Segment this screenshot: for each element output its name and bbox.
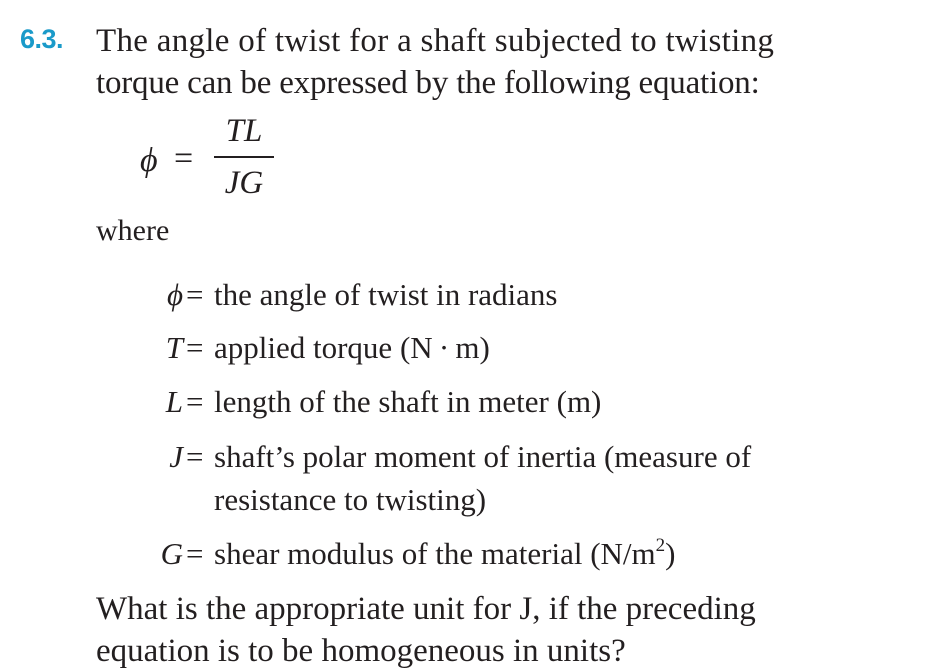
question-line: equation is to be homogeneous in units? xyxy=(96,633,626,669)
definition-equals: = xyxy=(186,384,204,419)
problem-statement xyxy=(96,20,774,104)
question-line: What is the appropriate unit for J, if the preceding xyxy=(96,591,756,627)
definition-equals: = xyxy=(186,439,204,474)
angle-of-twist-equation xyxy=(140,112,340,212)
definition-text-continued: resistance to twisting) xyxy=(214,482,487,517)
definition-text-tail: ) xyxy=(665,536,676,571)
definition-symbol: J xyxy=(169,439,183,474)
definition-equals: = xyxy=(186,277,204,312)
definition-equals: = xyxy=(186,536,204,571)
definition-text-main: shear modulus of the material (N/m xyxy=(214,536,656,571)
definition-text: the angle of twist in radians xyxy=(214,277,558,312)
definition-text: length of the shaft in meter (m) xyxy=(214,384,602,419)
fraction-denominator: JG xyxy=(224,164,264,201)
statement-line: torque can be expressed by the following equation: xyxy=(96,65,760,101)
definition-symbol: T xyxy=(165,330,183,365)
equation-equals-sign: = xyxy=(174,140,194,177)
definition-text xyxy=(214,534,675,574)
definition-symbol: L xyxy=(165,384,183,419)
statement-line: The angle of twist for a shaft subjected to twisting xyxy=(96,23,775,59)
fraction-bar xyxy=(214,156,274,158)
problem-number: 6.3. xyxy=(20,24,64,54)
where-label: where xyxy=(96,214,170,247)
definition-symbol: G xyxy=(160,536,183,571)
definition-text: applied torque (N · m) xyxy=(214,330,490,365)
equation-fraction xyxy=(214,112,274,202)
definition-equals: = xyxy=(186,330,204,365)
definition-symbol: ϕ xyxy=(166,277,183,312)
superscript-exponent: 2 xyxy=(655,535,666,556)
equation-lhs-phi: ϕ xyxy=(140,142,158,179)
question xyxy=(96,588,756,672)
definition-text: shaft’s polar moment of inertia (measure of xyxy=(214,439,752,474)
fraction-numerator: TL xyxy=(225,113,263,149)
